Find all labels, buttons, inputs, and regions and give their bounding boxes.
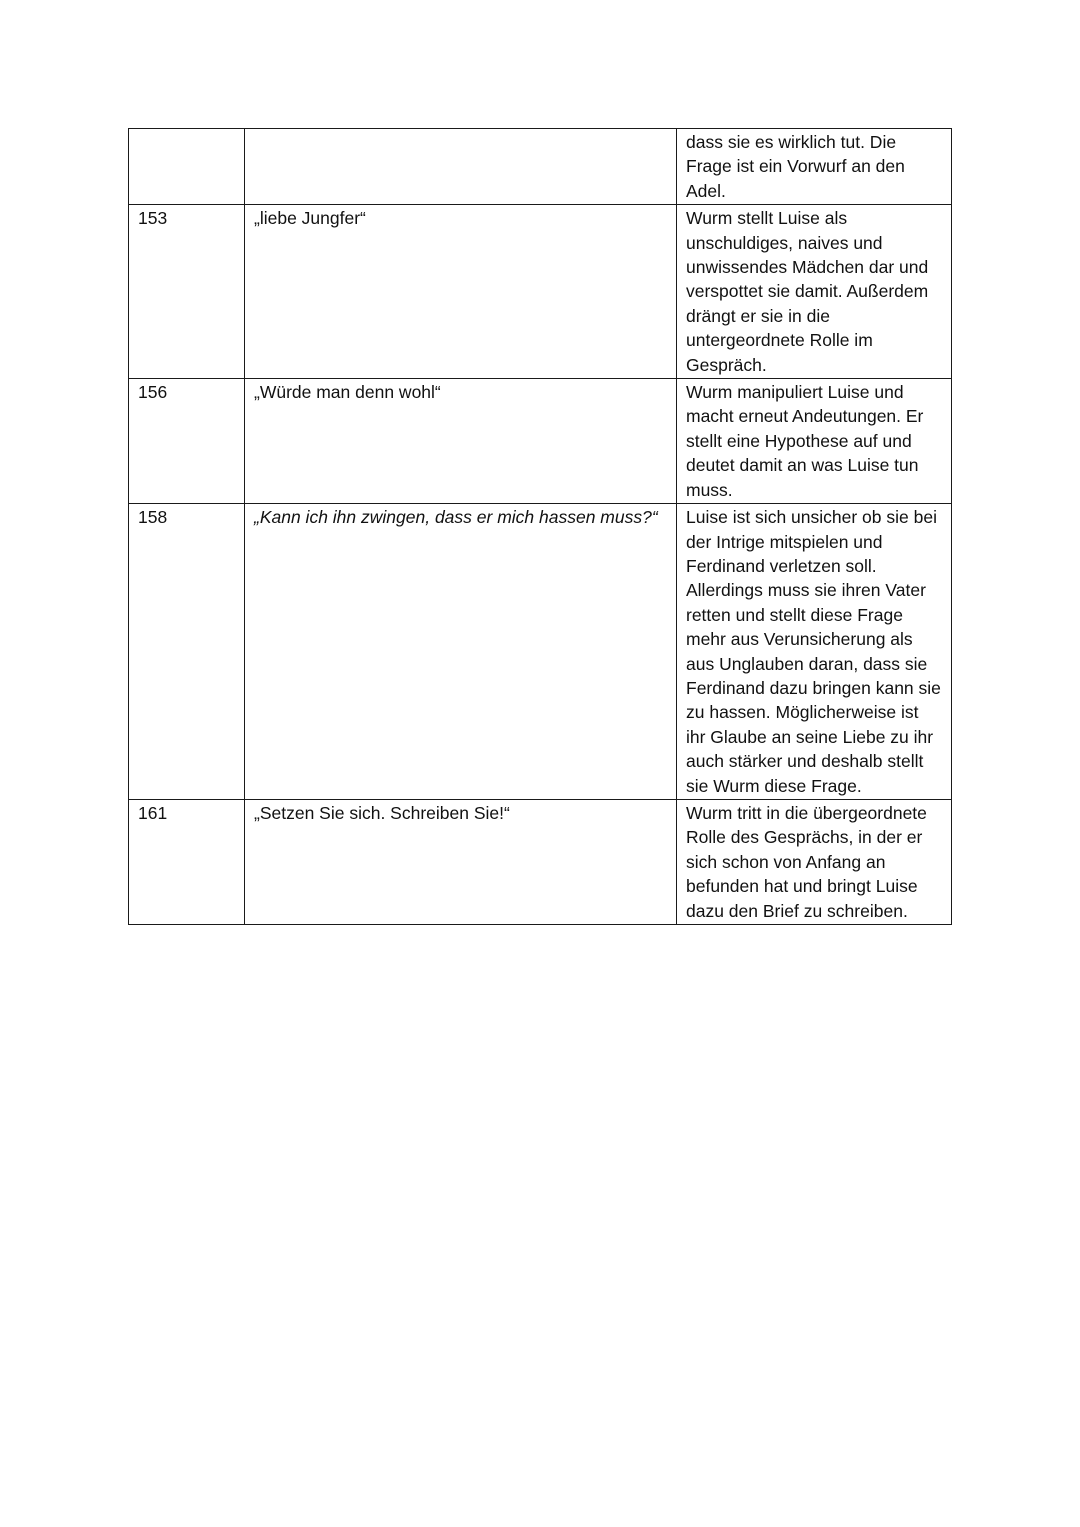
line-number: 153 [138,208,168,229]
quote-cell [245,129,677,205]
table-row [129,504,952,800]
quote-text: „liebe Jungfer“ [254,208,366,229]
quote-text: „Setzen Sie sich. Schreiben Sie!“ [254,802,510,823]
analysis-cell [677,205,952,379]
quote-text: „Kann ich ihn zwingen, dass er mich hassen muss?“ [254,507,658,528]
table-row [129,205,952,379]
analysis-text: Wurm manipuliert Luise und macht erneut Andeutungen. Er stellt eine Hypothese auf und deutet damit an was Luise tun muss. [686,382,924,500]
analysis-cell [677,799,952,924]
analysis-text: Wurm tritt in die übergeordnete Rolle des Gesprächs, in der er sich schon von Anfang an befunden hat und bringt Luise dazu den Brief zu schreiben. [686,802,927,921]
analysis-text: Wurm stellt Luise als unschuldiges, naives und unwissendes Mädchen dar und verspottet sie damit. Außerdem drängt er sie in die untergeordnete Rolle im Gespräch. [686,208,929,375]
quote-cell [245,504,677,800]
analysis-table [128,128,952,925]
quote-cell [245,799,677,924]
line-number-cell [129,504,245,800]
line-number-cell [129,799,245,924]
quote-cell [245,379,677,504]
analysis-text: dass sie es wirklich tut. Die Frage ist ein Vorwurf an den Adel. [686,132,905,201]
table-row [129,129,952,205]
analysis-text: Luise ist sich unsicher ob sie bei der Intrige mitspielen und Ferdinand verletzen soll. Allerdings muss sie ihren Vater retten und stellt diese Frage mehr aus Verunsicherung als aus Unglauben daran, dass sie Ferdinand dazu bringen kann sie zu hassen. Möglicherweise ist ihr Glaube an seine Liebe zu ihr auch stärker und deshalb stellt sie Wurm diese Frage. [686,507,941,796]
line-number-cell [129,205,245,379]
line-number: 158 [138,507,168,528]
line-number: 156 [138,382,168,403]
table-row [129,799,952,924]
analysis-cell [677,129,952,205]
quote-text: „Würde man denn wohl“ [254,382,441,403]
line-number-cell [129,379,245,504]
line-number: 161 [138,802,168,823]
quote-cell [245,205,677,379]
line-number-cell [129,129,245,205]
analysis-cell [677,379,952,504]
table-row [129,379,952,504]
analysis-cell [677,504,952,800]
